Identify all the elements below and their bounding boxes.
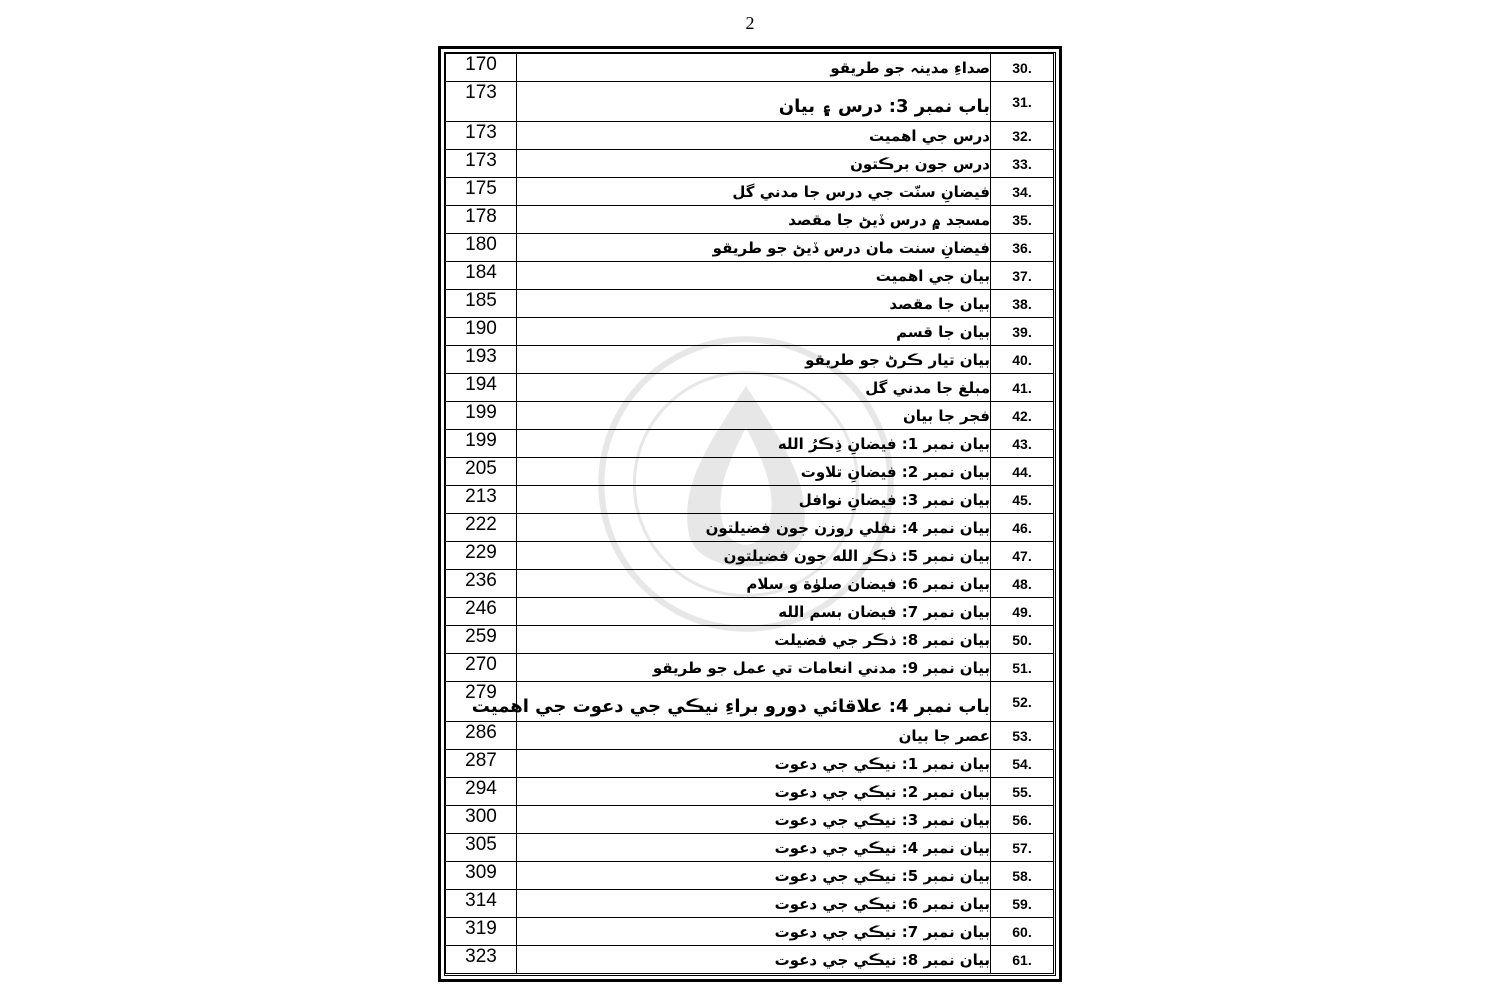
toc-entry-title: بيان نمبر 2: فيضانِ تلاوت — [517, 458, 991, 486]
toc-row — [446, 862, 1054, 890]
toc-page-number: 222 — [446, 514, 517, 542]
toc-row — [446, 806, 1054, 834]
toc-entry-title: بيان نمبر 3: فيضانِ نوافل — [517, 486, 991, 514]
toc-entry-number: 60. — [991, 918, 1054, 946]
toc-entry-title: بيان نمبر 1: فيضانِ ذِڪرُ الله — [517, 430, 991, 458]
toc-row — [446, 54, 1054, 82]
toc-page-number: 173 — [446, 82, 517, 122]
toc-row — [446, 150, 1054, 178]
toc-row — [446, 262, 1054, 290]
toc-row — [446, 430, 1054, 458]
toc-entry-number: 31. — [991, 82, 1054, 122]
toc-entry-title: بيان نمبر 7: فيضان بسم الله — [517, 598, 991, 626]
toc-row — [446, 778, 1054, 806]
toc-entry-number: 54. — [991, 750, 1054, 778]
toc-entry-number: 37. — [991, 262, 1054, 290]
toc-page-number: 199 — [446, 430, 517, 458]
toc-row — [446, 374, 1054, 402]
toc-entry-title: بيان نمبر 2: نيڪي جي دعوت — [517, 778, 991, 806]
toc-entry-title: بيان نمبر 6: فيضان صلوٰة و سلام — [517, 570, 991, 598]
toc-page-number: 323 — [446, 946, 517, 974]
toc-chapter-heading-row — [446, 82, 1054, 122]
toc-entry-title: فيضانِ سنت مان درس ڏيڻ جو طريقو — [517, 234, 991, 262]
toc-entry-number: 34. — [991, 178, 1054, 206]
toc-page-number: 205 — [446, 458, 517, 486]
toc-entry-number: 38. — [991, 290, 1054, 318]
toc-row — [446, 318, 1054, 346]
toc-row — [446, 178, 1054, 206]
toc-page-number: 194 — [446, 374, 517, 402]
toc-page-number: 180 — [446, 234, 517, 262]
toc-row — [446, 946, 1054, 974]
toc-page-number: 279 — [446, 682, 517, 722]
toc-entry-title: فجر جا بيان — [517, 402, 991, 430]
toc-table — [445, 53, 1054, 974]
toc-entry-number: 45. — [991, 486, 1054, 514]
toc-entry-title: مبلغ جا مدني گل — [517, 374, 991, 402]
toc-entry-number: 36. — [991, 234, 1054, 262]
toc-page-number: 300 — [446, 806, 517, 834]
toc-entry-number: 61. — [991, 946, 1054, 974]
toc-entry-title: مسجد ۾ درس ڏيڻ جا مقصد — [517, 206, 991, 234]
toc-page-number: 229 — [446, 542, 517, 570]
toc-entry-title: بيان نمبر 5: ذڪر الله جون فضيلتون — [517, 542, 991, 570]
toc-entry-number: 59. — [991, 890, 1054, 918]
toc-entry-title: صداءِ مدينہ جو طريقو — [517, 54, 991, 82]
toc-entry-number: 44. — [991, 458, 1054, 486]
toc-entry-number: 49. — [991, 598, 1054, 626]
toc-row — [446, 234, 1054, 262]
toc-page-number: 178 — [446, 206, 517, 234]
toc-entry-title: درس جون برڪتون — [517, 150, 991, 178]
toc-page-number: 173 — [446, 150, 517, 178]
toc-frame — [438, 46, 1062, 982]
toc-row — [446, 918, 1054, 946]
toc-row — [446, 206, 1054, 234]
toc-page-number: 294 — [446, 778, 517, 806]
toc-entry-number: 33. — [991, 150, 1054, 178]
toc-page-number: 170 — [446, 54, 517, 82]
toc-row — [446, 290, 1054, 318]
toc-row — [446, 402, 1054, 430]
toc-page-number: 199 — [446, 402, 517, 430]
toc-page-number: 319 — [446, 918, 517, 946]
toc-entry-number: 47. — [991, 542, 1054, 570]
toc-row — [446, 598, 1054, 626]
toc-entry-number: 32. — [991, 122, 1054, 150]
toc-entry-title: بيان تيار ڪرڻ جو طريقو — [517, 346, 991, 374]
toc-entry-number: 53. — [991, 722, 1054, 750]
toc-row — [446, 346, 1054, 374]
toc-entry-number: 41. — [991, 374, 1054, 402]
toc-page-number: 287 — [446, 750, 517, 778]
page-number: 2 — [745, 13, 755, 33]
toc-entry-number: 35. — [991, 206, 1054, 234]
toc-entry-title: بيان نمبر 3: نيڪي جي دعوت — [517, 806, 991, 834]
toc-entry-title: بيان جا مقصد — [517, 290, 991, 318]
toc-entry-number: 56. — [991, 806, 1054, 834]
toc-entry-title: بيان نمبر 4: نفلي روزن جون فضيلتون — [517, 514, 991, 542]
toc-row — [446, 626, 1054, 654]
toc-page-number: 246 — [446, 598, 517, 626]
toc-page-number: 236 — [446, 570, 517, 598]
toc-entry-title: بيان نمبر 8: ذڪر جي فضيلت — [517, 626, 991, 654]
toc-entry-number: 42. — [991, 402, 1054, 430]
toc-page-number: 314 — [446, 890, 517, 918]
toc-row — [446, 122, 1054, 150]
toc-chapter-heading-row — [446, 682, 1054, 722]
toc-chapter-title: باب نمبر 3: درس ۽ بيان — [517, 82, 991, 122]
toc-entry-title: بيان نمبر 5: نيڪي جي دعوت — [517, 862, 991, 890]
toc-entry-number: 39. — [991, 318, 1054, 346]
toc-entry-number: 46. — [991, 514, 1054, 542]
toc-page-number: 190 — [446, 318, 517, 346]
toc-entry-title: بيان نمبر 8: نيڪي جي دعوت — [517, 946, 991, 974]
toc-entry-number: 30. — [991, 54, 1054, 82]
toc-chapter-title: باب نمبر 4: علاقائي دورو براءِ نيڪي جي دعوت جي اهميت — [517, 682, 991, 722]
toc-entry-number: 48. — [991, 570, 1054, 598]
toc-entry-title: درس جي اهميت — [517, 122, 991, 150]
toc-row — [446, 834, 1054, 862]
toc-row — [446, 890, 1054, 918]
toc-row — [446, 722, 1054, 750]
toc-entry-number: 52. — [991, 682, 1054, 722]
toc-entry-title: بيان نمبر 9: مدني انعامات تي عمل جو طريقو — [517, 654, 991, 682]
toc-entry-number: 51. — [991, 654, 1054, 682]
toc-entry-number: 43. — [991, 430, 1054, 458]
toc-row — [446, 542, 1054, 570]
toc-row — [446, 570, 1054, 598]
toc-entry-title: بيان نمبر 1: نيڪي جي دعوت — [517, 750, 991, 778]
toc-page-number: 286 — [446, 722, 517, 750]
toc-entry-title: فيضانِ سنّت جي درس جا مدني گل — [517, 178, 991, 206]
toc-entry-number: 55. — [991, 778, 1054, 806]
toc-row — [446, 486, 1054, 514]
toc-entry-number: 40. — [991, 346, 1054, 374]
toc-page-number: 184 — [446, 262, 517, 290]
toc-page-number: 213 — [446, 486, 517, 514]
toc-entry-number: 57. — [991, 834, 1054, 862]
toc-page-number: 309 — [446, 862, 517, 890]
toc-entry-title: بيان نمبر 4: نيڪي جي دعوت — [517, 834, 991, 862]
toc-page-number: 185 — [446, 290, 517, 318]
toc-entry-title: بيان جي اهميت — [517, 262, 991, 290]
toc-entry-title: عصر جا بيان — [517, 722, 991, 750]
toc-row — [446, 750, 1054, 778]
toc-page-number: 259 — [446, 626, 517, 654]
toc-entry-number: 50. — [991, 626, 1054, 654]
toc-row — [446, 514, 1054, 542]
toc-entry-title: بيان نمبر 7: نيڪي جي دعوت — [517, 918, 991, 946]
toc-page-number: 175 — [446, 178, 517, 206]
toc-row — [446, 654, 1054, 682]
toc-page-number: 173 — [446, 122, 517, 150]
toc-page-number: 193 — [446, 346, 517, 374]
toc-entry-number: 58. — [991, 862, 1054, 890]
toc-page-number: 305 — [446, 834, 517, 862]
toc-entry-title: بيان جا قسم — [517, 318, 991, 346]
toc-row — [446, 458, 1054, 486]
toc-entry-title: بيان نمبر 6: نيڪي جي دعوت — [517, 890, 991, 918]
toc-page-number: 270 — [446, 654, 517, 682]
